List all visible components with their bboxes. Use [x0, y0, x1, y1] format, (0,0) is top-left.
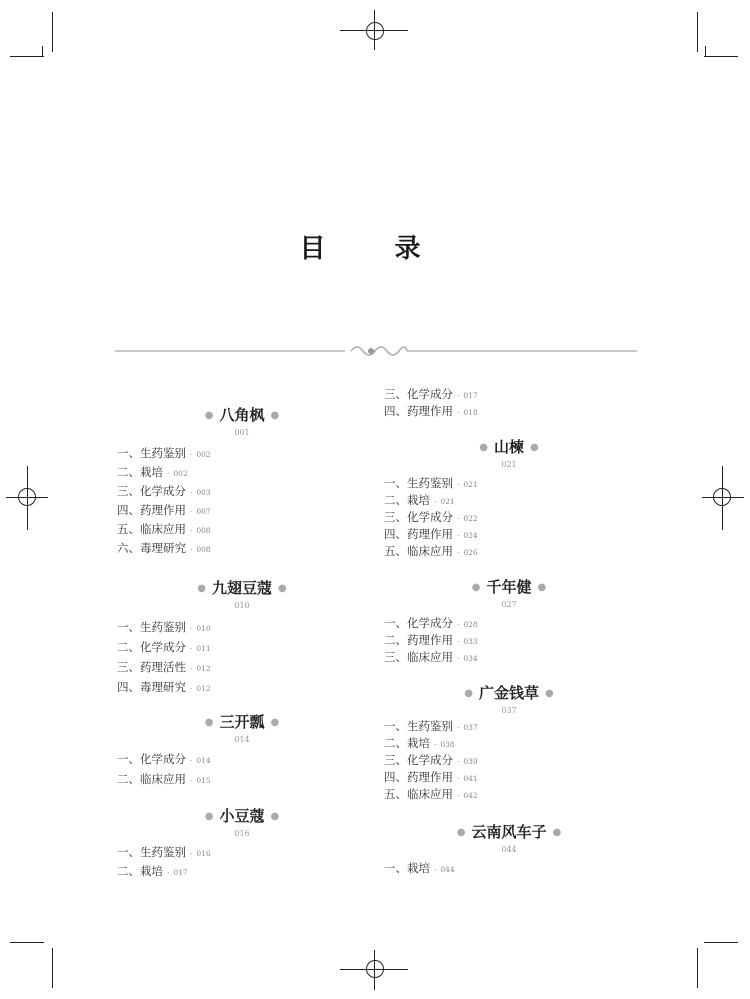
section-page: 016: [234, 829, 250, 838]
toc-section: [117, 805, 367, 881]
toc-section: [117, 711, 367, 789]
section-heading[interactable]: ● 九翅豆蔻 ●: [197, 579, 287, 597]
list-item[interactable]: 三、临床应用 · 034: [384, 650, 478, 664]
section-heading[interactable]: ● 千年健 ●: [471, 578, 547, 596]
toc-right-column: [384, 386, 634, 877]
list-item[interactable]: 一、化学成分 · 028: [384, 616, 478, 630]
toc-section: [117, 577, 367, 697]
section-heading[interactable]: ● 广金钱草 ●: [464, 684, 554, 702]
list-item[interactable]: 一、生药鉴别 · 021: [384, 476, 478, 490]
section-page: 010: [234, 601, 250, 610]
list-item[interactable]: 一、生药鉴别 · 002: [117, 446, 211, 460]
list-item[interactable]: 四、药理作用 · 024: [384, 527, 478, 541]
list-item[interactable]: 四、药理作用 · 007: [117, 503, 211, 517]
ornament-divider: [115, 340, 637, 362]
list-item[interactable]: 一、化学成分 · 014: [117, 752, 211, 766]
list-item[interactable]: 三、化学成分 · 017: [384, 387, 478, 401]
list-item[interactable]: 一、生药鉴别 · 016: [117, 845, 211, 859]
list-item[interactable]: 三、药理活性 · 012: [117, 660, 211, 674]
list-item[interactable]: 五、临床应用 · 026: [384, 544, 478, 558]
section-page: 021: [501, 460, 517, 469]
section-page: 027: [501, 600, 517, 609]
list-item[interactable]: 一、生药鉴别 · 037: [384, 719, 478, 733]
list-item[interactable]: 二、临床应用 · 015: [117, 772, 211, 786]
list-item[interactable]: 二、栽培 · 038: [384, 736, 455, 750]
list-item[interactable]: 三、化学成分 · 003: [117, 484, 211, 498]
toc-continued: [384, 386, 634, 420]
list-item[interactable]: 四、药理作用 · 041: [384, 770, 478, 784]
section-page: 014: [234, 735, 250, 744]
section-page: 001: [234, 428, 250, 437]
list-item[interactable]: 三、化学成分 · 022: [384, 510, 478, 524]
section-heading[interactable]: ● 八角枫 ●: [204, 406, 280, 424]
toc-section: [117, 404, 367, 558]
toc-section: [384, 436, 634, 560]
toc-section: [384, 682, 634, 803]
list-item[interactable]: 五、临床应用 · 042: [384, 787, 478, 801]
section-page: 037: [501, 706, 517, 715]
list-item[interactable]: 五、临床应用 · 008: [117, 522, 211, 536]
section-heading[interactable]: ● 小豆蔻 ●: [204, 807, 280, 825]
list-item[interactable]: 四、药理作用 · 018: [384, 404, 478, 418]
list-item[interactable]: 二、栽培 · 021: [384, 493, 455, 507]
list-item[interactable]: 一、生药鉴别 · 010: [117, 620, 211, 634]
section-heading[interactable]: ● 山楝 ●: [479, 438, 539, 456]
section-heading[interactable]: ● 三开瓢 ●: [204, 713, 280, 731]
page-title: 目 录: [299, 234, 451, 264]
toc-section: [384, 576, 634, 666]
toc-section: [384, 821, 634, 877]
section-page: 044: [501, 845, 517, 854]
list-item[interactable]: 二、药理作用 · 033: [384, 633, 478, 647]
section-heading[interactable]: ● 云南风车子 ●: [456, 823, 562, 841]
list-item[interactable]: 二、栽培 · 017: [117, 864, 188, 878]
list-item[interactable]: 二、栽培 · 002: [117, 465, 188, 479]
list-item[interactable]: 一、栽培 · 044: [384, 861, 455, 875]
list-item[interactable]: 六、毒理研究 · 008: [117, 541, 211, 555]
list-item[interactable]: 四、毒理研究 · 012: [117, 680, 211, 694]
list-item[interactable]: 二、化学成分 · 011: [117, 640, 211, 654]
list-item[interactable]: 三、化学成分 · 039: [384, 753, 478, 767]
toc-left-column: [117, 404, 367, 881]
